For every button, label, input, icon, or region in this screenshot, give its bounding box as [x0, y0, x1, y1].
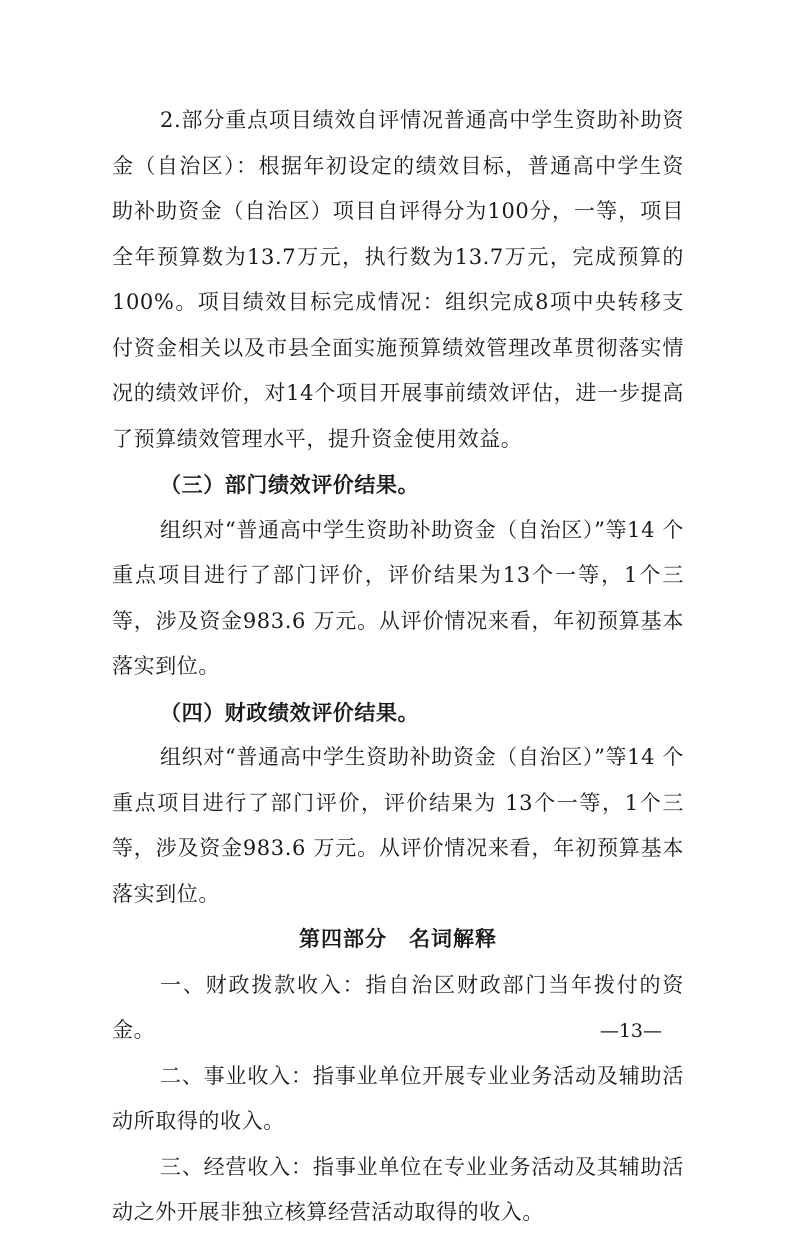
section-title-glossary: 第四部分 名词解释 [299, 927, 497, 951]
paragraph-finance-results: 组织对“普通高中学生资助补助资金（自治区）”等14 个重点项目进行了部门评价，评价结果为 13个一等，1个三等，涉及资金983.6 万元。从评价情况来看，年初预算基本落实到位。 [112, 745, 684, 906]
page-number: —13— [599, 1020, 662, 1042]
subheading-finance-results: （四）财政绩效评价结果。 [160, 699, 420, 725]
document-body [112, 98, 684, 1236]
glossary-item-operating-income: 三、经营收入：指事业单位在专业业务活动及其辅助活动之外开展非独立核算经营活动取得的收入。 [112, 1154, 684, 1224]
paragraph-department-results: 组织对“普通高中学生资助补助资金（自治区）”等14 个重点项目进行了部门评价，评价结果为13个一等，1个三等，涉及资金983.6 万元。从评价情况来看，年初预算基本落实到位。 [112, 517, 684, 678]
paragraph-self-evaluation: 2.部分重点项目绩效自评情况普通高中学生资助补助资金（自治区）：根据年初设定的绩效目标，普通高中学生资助补助资金（自治区）项目自评得分为100分，一等，项目全年预算数为13.7万元，执行数为13.7万元，完成预算的100%。项目绩效目标完成情况：组织完成8项中央转移支付资金相关以及市县全面实施预算绩效管理改革贯彻落实情况的绩效评价，对14个项目开展事前绩效评估，进一步提高了预算绩效管理水平，提升资金使用效益。 [112, 108, 684, 451]
subheading-department-results: （三）部门绩效评价结果。 [160, 472, 420, 497]
glossary-item-business-income: 二、事业收入：指事业单位开展专业业务活动及辅助活动所取得的收入。 [112, 1063, 684, 1133]
glossary-item-fiscal-income: 一、财政拨款收入：指自治区财政部门当年拨付的资金。 [112, 972, 684, 1042]
